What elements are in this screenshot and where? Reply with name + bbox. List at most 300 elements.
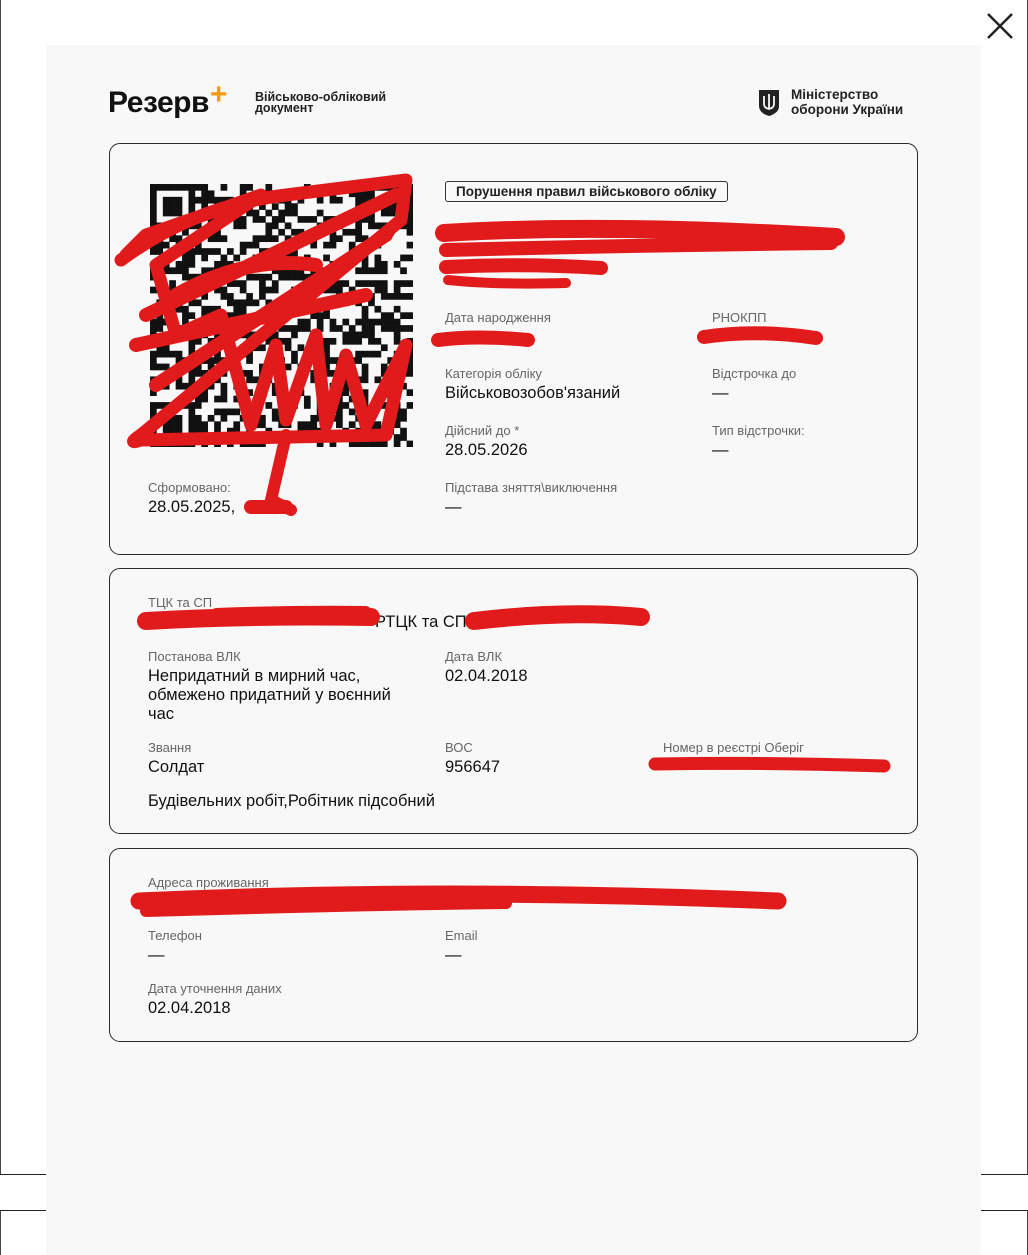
logo-text: Резерв: [108, 86, 209, 119]
qr-module: [278, 274, 285, 281]
qr-module: [342, 299, 349, 306]
qr-module: [188, 364, 195, 371]
qr-module: [291, 351, 298, 358]
qr-module: [150, 415, 157, 422]
qr-module: [240, 434, 247, 441]
qr-module: [394, 203, 401, 210]
qr-module: [201, 351, 208, 358]
qr-module: [355, 351, 362, 358]
qr-module: [355, 197, 362, 204]
qr-module: [169, 203, 176, 210]
qr-module: [150, 190, 157, 197]
generated-label: Сформовано:: [148, 480, 231, 495]
qr-module: [407, 216, 413, 223]
qr-module: [278, 299, 285, 306]
qr-module: [176, 197, 183, 204]
qr-module: [407, 402, 413, 409]
qr-module: [355, 267, 362, 274]
qr-module: [176, 203, 183, 210]
qr-module: [355, 428, 362, 435]
qr-module: [201, 210, 208, 217]
qr-module: [201, 325, 208, 332]
qr-module: [304, 287, 311, 294]
qr-module: [304, 364, 311, 371]
qr-module: [221, 415, 228, 422]
qr-module: [298, 428, 305, 435]
qr-module: [163, 222, 170, 229]
qr-module: [233, 383, 240, 390]
qr-module: [208, 415, 215, 422]
qr-module: [298, 434, 305, 441]
qr-module: [182, 293, 189, 300]
qr-module: [227, 312, 234, 319]
qr-module: [233, 267, 240, 274]
qr-module: [278, 248, 285, 255]
qr-module: [163, 306, 170, 313]
qr-module: [182, 319, 189, 326]
qr-module: [394, 338, 401, 345]
qr-module: [304, 184, 311, 191]
qr-module: [291, 229, 298, 236]
qr-module: [272, 312, 279, 319]
qr-module: [349, 210, 356, 217]
qr-module: [265, 248, 272, 255]
qr-module: [304, 216, 311, 223]
qr-module: [368, 293, 375, 300]
qr-module: [285, 197, 292, 204]
deferral-until-label: Відстрочка до: [712, 366, 797, 381]
qr-module: [272, 332, 279, 339]
qr-module: [310, 280, 317, 287]
qr-module: [349, 287, 356, 294]
qr-module: [233, 351, 240, 358]
qr-module: [387, 222, 394, 229]
qr-module: [227, 364, 234, 371]
qr-module: [188, 357, 195, 364]
qr-module: [285, 261, 292, 268]
qr-module: [188, 421, 195, 428]
qr-module: [163, 338, 170, 345]
qr-module: [394, 197, 401, 204]
qr-module: [201, 370, 208, 377]
qr-module: [246, 434, 253, 441]
qr-module: [253, 319, 260, 326]
qr-module: [323, 415, 330, 422]
qr-module: [265, 184, 272, 191]
qr-module: [208, 229, 215, 236]
qr-module: [169, 210, 176, 217]
qr-module: [208, 376, 215, 383]
qr-module: [349, 441, 356, 447]
qr-module: [317, 402, 324, 409]
qr-module: [265, 338, 272, 345]
qr-module: [394, 184, 401, 191]
qr-module: [227, 267, 234, 274]
qr-module: [240, 344, 247, 351]
qr-module: [400, 267, 407, 274]
qr-module: [330, 184, 337, 191]
qr-module: [272, 267, 279, 274]
qr-module: [240, 287, 247, 294]
qr-module: [375, 222, 382, 229]
qr-module: [355, 235, 362, 242]
qr-module: [253, 190, 260, 197]
qr-module: [375, 255, 382, 262]
generated-value: 28.05.2025,: [148, 498, 236, 516]
qr-module: [208, 222, 215, 229]
qr-module: [349, 376, 356, 383]
qr-module: [195, 274, 202, 281]
qr-module: [221, 409, 228, 416]
qr-module: [323, 267, 330, 274]
qr-module: [188, 344, 195, 351]
qr-module: [214, 274, 221, 281]
qr-module: [163, 203, 170, 210]
qr-module: [323, 364, 330, 371]
qr-module: [323, 274, 330, 281]
qr-module: [368, 325, 375, 332]
qr-module: [349, 421, 356, 428]
qr-module: [253, 344, 260, 351]
qr-module: [195, 389, 202, 396]
qr-module: [336, 280, 343, 287]
logo-subtitle: Військово-обліковий документ: [255, 90, 387, 115]
qr-module: [214, 434, 221, 441]
qr-module: [407, 312, 413, 319]
qr-module: [208, 306, 215, 313]
qr-module: [150, 325, 157, 332]
qr-module: [169, 441, 176, 447]
qr-module: [156, 248, 163, 255]
qr-module: [381, 364, 388, 371]
qr-module: [291, 210, 298, 217]
qr-module: [285, 293, 292, 300]
qr-module: [375, 267, 382, 274]
qr-module: [298, 389, 305, 396]
qr-module: [342, 389, 349, 396]
qr-module: [253, 299, 260, 306]
qr-module: [259, 383, 266, 390]
qr-module: [265, 229, 272, 236]
qr-module: [407, 351, 413, 358]
qr-module: [253, 235, 260, 242]
close-button[interactable]: [982, 8, 1018, 44]
qr-module: [400, 428, 407, 435]
qr-module: [214, 441, 221, 447]
qr-module: [227, 351, 234, 358]
qr-module: [176, 287, 183, 294]
qr-module: [368, 441, 375, 447]
qr-module: [240, 222, 247, 229]
qr-module: [355, 396, 362, 403]
qr-module: [188, 312, 195, 319]
qr-module: [407, 370, 413, 377]
qr-module: [375, 184, 382, 191]
qr-module: [227, 409, 234, 416]
qr-module: [323, 434, 330, 441]
qr-module: [304, 402, 311, 409]
qr-module: [246, 415, 253, 422]
qr-module: [387, 396, 394, 403]
qr-module: [246, 421, 253, 428]
qr-module: [253, 255, 260, 262]
qr-module: [259, 441, 266, 447]
qr-module: [214, 261, 221, 268]
rank-value: Солдат: [148, 758, 205, 776]
qr-module: [407, 184, 413, 191]
qr-module: [150, 357, 157, 364]
qr-module: [362, 312, 369, 319]
qr-module: [285, 421, 292, 428]
qr-module: [349, 370, 356, 377]
qr-module: [208, 190, 215, 197]
qr-module: [298, 319, 305, 326]
qr-module: [169, 184, 176, 191]
qr-module: [362, 267, 369, 274]
qr-module: [233, 396, 240, 403]
qr-module: [253, 332, 260, 339]
qr-module: [214, 235, 221, 242]
category-label: Категорія обліку: [445, 366, 542, 381]
qr-module: [201, 184, 208, 191]
qr-module: [240, 184, 247, 191]
qr-module: [208, 338, 215, 345]
qr-module: [259, 370, 266, 377]
qr-module: [208, 312, 215, 319]
qr-module: [253, 338, 260, 345]
qr-module: [265, 376, 272, 383]
qr-module: [400, 255, 407, 262]
qr-module: [150, 319, 157, 326]
qr-module: [201, 332, 208, 339]
qr-module: [201, 396, 208, 403]
qr-module: [317, 441, 324, 447]
qr-module: [176, 376, 183, 383]
qr-module: [169, 248, 176, 255]
qr-module: [150, 376, 157, 383]
qr-module: [400, 293, 407, 300]
qr-module: [349, 293, 356, 300]
qr-module: [182, 267, 189, 274]
qr-module: [169, 421, 176, 428]
qr-module: [163, 421, 170, 428]
qr-module: [310, 312, 317, 319]
qr-module: [233, 325, 240, 332]
qr-module: [394, 332, 401, 339]
qr-module: [278, 338, 285, 345]
qr-module: [169, 312, 176, 319]
qr-module: [362, 434, 369, 441]
qr-module: [214, 287, 221, 294]
qr-module: [259, 344, 266, 351]
vlk-date-label: Дата ВЛК: [445, 649, 503, 664]
qr-module: [208, 267, 215, 274]
qr-module: [272, 415, 279, 422]
qr-module: [201, 428, 208, 435]
qr-module: [342, 357, 349, 364]
qr-module: [246, 351, 253, 358]
qr-module: [381, 441, 388, 447]
vlk-date-value: 02.04.2018: [445, 667, 528, 685]
qr-module: [400, 222, 407, 229]
qr-module: [285, 255, 292, 262]
qr-module: [375, 351, 382, 358]
qr-module: [400, 434, 407, 441]
category-value: Військовозобов'язаний: [445, 384, 621, 402]
qr-module: [188, 351, 195, 358]
rank-label: Звання: [148, 740, 192, 755]
qr-module: [394, 261, 401, 268]
qr-module: [291, 389, 298, 396]
deferral-type-value: —: [712, 441, 729, 459]
qr-module: [317, 267, 324, 274]
qr-module: [323, 396, 330, 403]
qr-module: [156, 402, 163, 409]
qr-module: [394, 351, 401, 358]
qr-module: [407, 222, 413, 229]
qr-module: [188, 415, 195, 422]
qr-module: [246, 370, 253, 377]
qr-module: [208, 357, 215, 364]
qr-module: [201, 312, 208, 319]
qr-module: [330, 402, 337, 409]
qr-module: [362, 409, 369, 416]
qr-module: [208, 210, 215, 217]
qr-module: [188, 222, 195, 229]
qr-module: [169, 197, 176, 204]
qr-module: [188, 203, 195, 210]
qr-module: [381, 287, 388, 294]
vos-label: ВОС: [445, 740, 473, 755]
qr-module: [291, 299, 298, 306]
qr-module: [394, 421, 401, 428]
qr-module: [285, 274, 292, 281]
qr-module: [150, 203, 157, 210]
qr-module: [233, 357, 240, 364]
qr-module: [195, 299, 202, 306]
qr-module: [387, 312, 394, 319]
qr-module: [195, 332, 202, 339]
qr-module: [259, 203, 266, 210]
qr-module: [368, 190, 375, 197]
qr-module: [156, 242, 163, 249]
qr-module: [400, 415, 407, 422]
qr-module: [394, 325, 401, 332]
valid-until-label: Дійсний до *: [445, 423, 520, 438]
qr-module: [163, 319, 170, 326]
qr-module: [285, 344, 292, 351]
qr-module: [368, 319, 375, 326]
qr-module: [368, 409, 375, 416]
qr-module: [201, 357, 208, 364]
qr-module: [317, 376, 324, 383]
qr-module: [349, 409, 356, 416]
qr-module: [323, 255, 330, 262]
qr-module: [150, 421, 157, 428]
qr-module: [246, 389, 253, 396]
qr-module: [163, 351, 170, 358]
qr-module: [182, 357, 189, 364]
qr-module: [304, 274, 311, 281]
qr-module: [156, 184, 163, 191]
qr-module: [188, 409, 195, 416]
qr-module: [240, 312, 247, 319]
qr-module: [355, 357, 362, 364]
qr-module: [253, 242, 260, 249]
qr-module: [323, 222, 330, 229]
qr-module: [375, 441, 382, 447]
qr-module: [259, 287, 266, 294]
qr-module: [285, 402, 292, 409]
data-update-value: 02.04.2018: [148, 999, 231, 1017]
qr-module: [336, 293, 343, 300]
qr-module: [221, 235, 228, 242]
tcc-value: РТЦК та СП: [375, 613, 467, 631]
qr-module: [362, 389, 369, 396]
qr-module: [265, 402, 272, 409]
qr-module: [233, 255, 240, 262]
qr-module: [233, 222, 240, 229]
qr-module: [285, 222, 292, 229]
qr-module: [394, 210, 401, 217]
qr-module: [407, 293, 413, 300]
qr-module: [310, 235, 317, 242]
qr-module: [407, 190, 413, 197]
qr-module: [278, 402, 285, 409]
qr-module: [195, 197, 202, 204]
qr-module: [259, 197, 266, 204]
qr-module: [265, 428, 272, 435]
qr-module: [176, 402, 183, 409]
qr-module: [355, 332, 362, 339]
qr-module: [221, 312, 228, 319]
qr-module: [317, 274, 324, 281]
qr-module: [291, 306, 298, 313]
qr-module: [221, 287, 228, 294]
qr-module: [298, 190, 305, 197]
qr-module: [176, 415, 183, 422]
qr-module: [208, 434, 215, 441]
qr-module: [265, 306, 272, 313]
qr-module: [176, 222, 183, 229]
qr-module: [208, 383, 215, 390]
backdrop-edge: [0, 0, 1, 1255]
qr-module: [304, 235, 311, 242]
qr-module: [214, 357, 221, 364]
qr-module: [362, 261, 369, 268]
qr-module: [317, 280, 324, 287]
qr-module: [278, 197, 285, 204]
qr-module: [381, 197, 388, 204]
qr-module: [317, 222, 324, 229]
qr-module: [387, 428, 394, 435]
qr-module: [387, 229, 394, 236]
qr-module: [201, 267, 208, 274]
valid-until-value: 28.05.2026: [445, 441, 528, 459]
qr-module: [265, 222, 272, 229]
qr-module: [400, 409, 407, 416]
qr-module: [278, 364, 285, 371]
qr-module: [362, 351, 369, 358]
qr-module: [259, 434, 266, 441]
phone-label: Телефон: [148, 928, 202, 943]
qr-module: [336, 235, 343, 242]
qr-module: [394, 287, 401, 294]
qr-module: [240, 319, 247, 326]
qr-module: [169, 306, 176, 313]
qr-module: [400, 383, 407, 390]
qr-module: [176, 306, 183, 313]
